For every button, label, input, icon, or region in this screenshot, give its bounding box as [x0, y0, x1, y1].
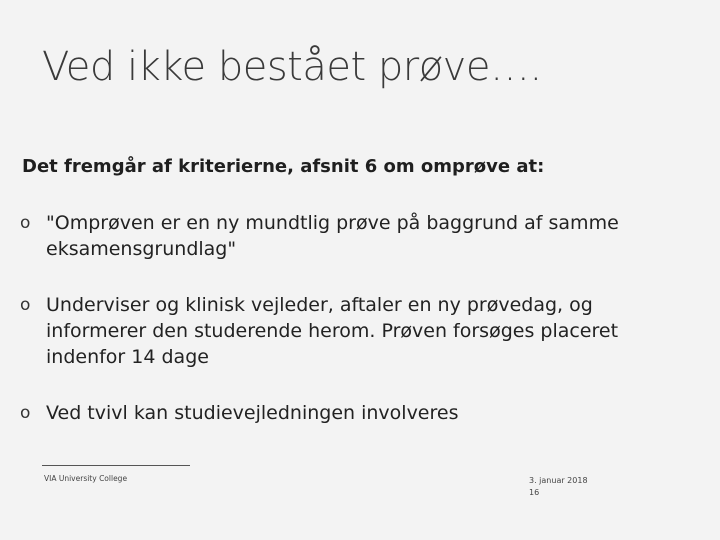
- footer-organization: VIA University College: [44, 474, 128, 483]
- bullet-item: [20, 292, 680, 370]
- footer-divider: [42, 465, 190, 466]
- bullet-item: [20, 400, 680, 426]
- page-number: 16: [529, 488, 540, 497]
- bullet-text: "Omprøven er en ny mundtlig prøve på baggrund af samme eksamensgrundlag": [46, 212, 619, 260]
- intro-text: Det fremgår af kriterierne, afsnit 6 om omprøve at:: [22, 156, 545, 177]
- bullet-text: Ved tvivl kan studievejledningen involveres: [46, 402, 459, 424]
- bullet-item: [20, 210, 680, 262]
- bullet-marker: o: [20, 295, 31, 315]
- bullet-list: [20, 210, 680, 426]
- slide-title: Ved ikke bestået prøve….: [42, 44, 542, 90]
- bullet-text: Underviser og klinisk vejleder, aftaler en ny prøvedag, og informerer den studerende herom. Prøven forsøges placeret indenfor 14 dage: [46, 294, 619, 368]
- footer-date: 3. januar 2018: [529, 476, 588, 485]
- bullet-marker: o: [20, 213, 31, 233]
- bullet-marker: o: [20, 403, 31, 423]
